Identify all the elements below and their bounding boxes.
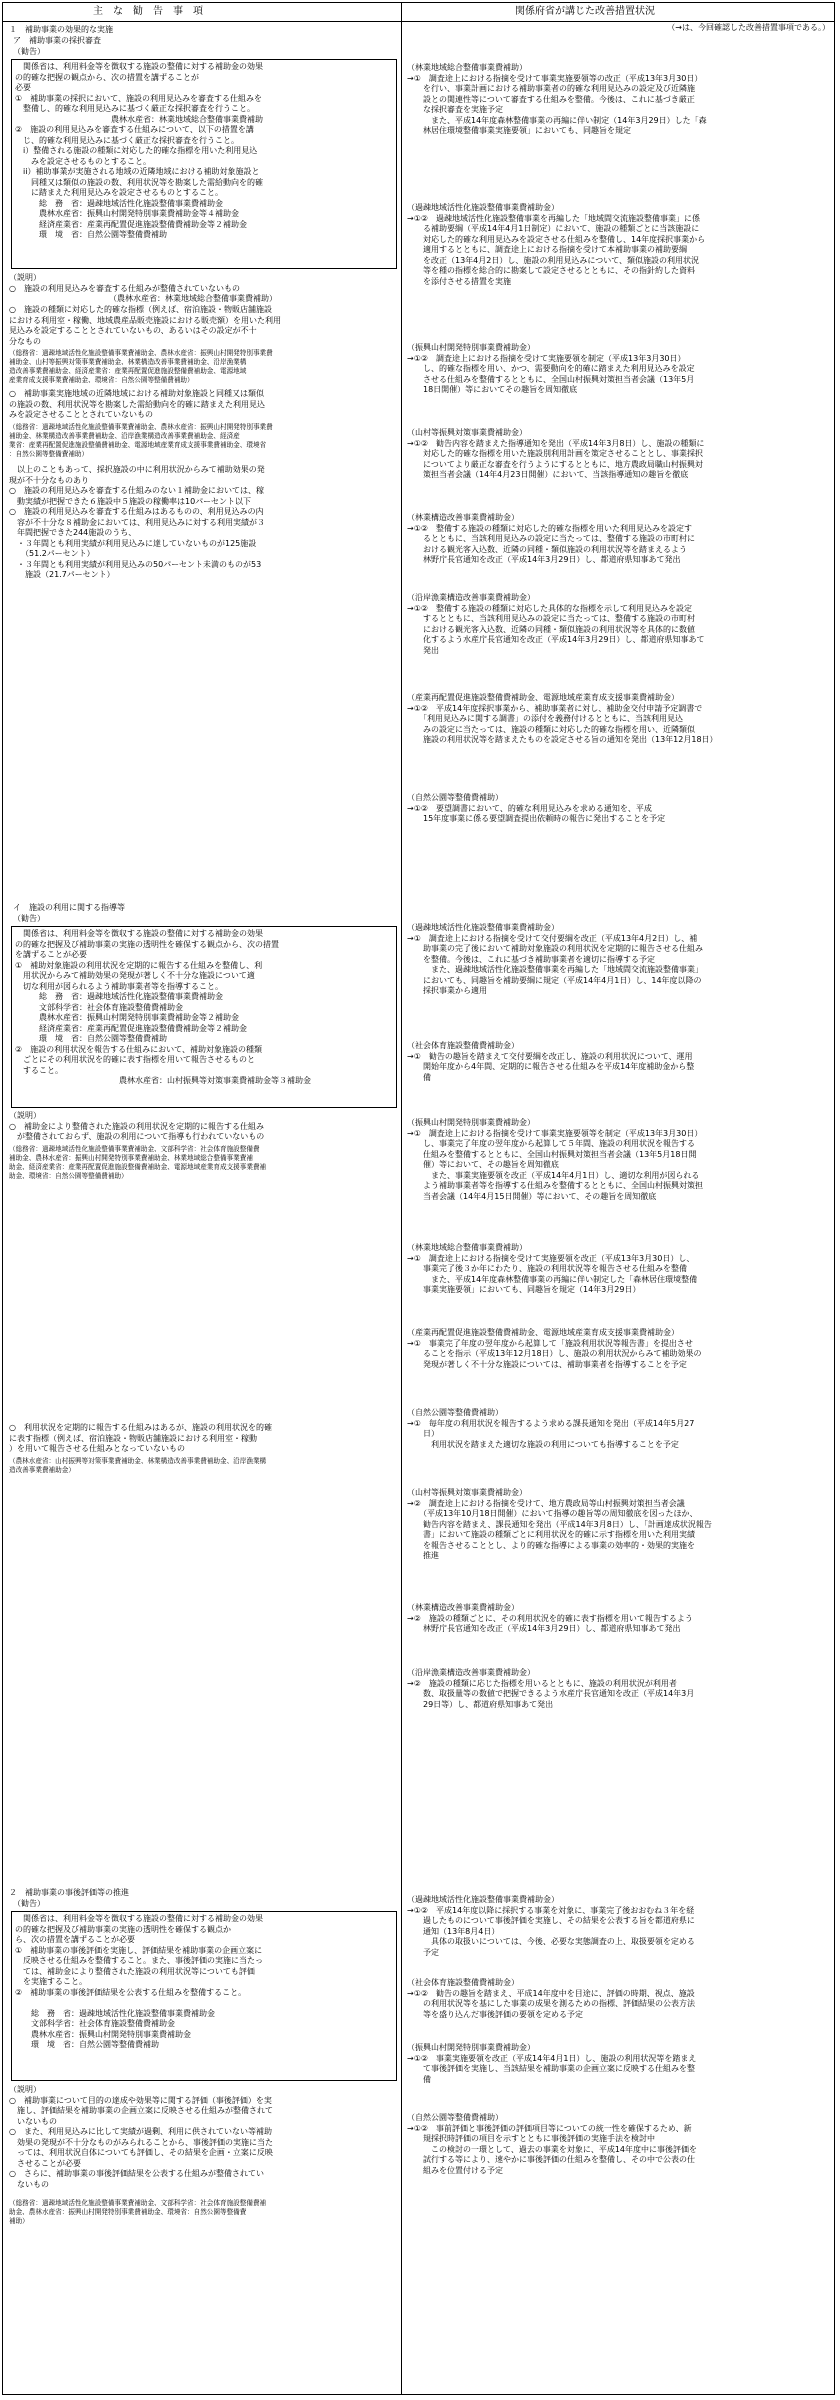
section-1-title: １ 補助事業の効果的な実施 xyxy=(9,25,113,34)
measure-r20: （振興山村開発特別事業費補助金） →①② 事業実施要領を改正（平成14年4月1日）し、施設の利用状況等を踏まえ て事後評価を実施し、当該結果を補助事業の企画立案に反映する仕組みを整 備 xyxy=(407,2043,697,2084)
recommendation-label-2: （勧告） xyxy=(13,914,45,923)
recommendation-label-1: （勧告） xyxy=(13,47,45,56)
measure-r18: （過疎地域活性化施設整備事業費補助金） →①② 平成14年度以降に採択する事業を対象に、事業完了後おおむね３年を経 過したものについて事後評価を実施し、その結果を公表する旨を都道府県に 通知（13年8月4日） 具体の取扱いについては、今後、必要な実態調査の上、取扱要領を定める 予定 xyxy=(407,1895,695,1957)
measure-r2: （過疎地域活性化施設整備事業費補助金） →①② 過疎地域活性化施設整備事業を再編した「地域間交流施設整備事業」に係 る補助要綱（平成14年4月1日制定）において、施設の種類ごとに当該施設に 対応した的確な利用見込みを設定させる仕組みを整備し、14年度採択事業から 適用するとともに、調査途上における指摘を受けて本補助事業の補助要綱 を改正（13年4月2日）し、施設の利用見込みについて、類似施設の利用状況 等を種の指標を総合的に勘案して設定させるとともに、その指針約した資料 を添付させる措置を実施 xyxy=(407,203,706,286)
measure-r7: （産業再配置促進施設整備費補助金、電源地域産業育成支援事業費補助金） →①② 平成14年度採択事業から、補助事業者に対し、補助金交付申請予定調書で 「利用見込みに関する調書」の添付を義務付けるとともに、当該利用見込 みの設定に当たっては、施設の種類に対応した的確な指標を用い、近隣類似 施設の利用状況等を踏まえたものを設定させる旨の通知を発出（13年12月18日） xyxy=(407,693,718,744)
finding-4: ○ 利用状況を定期的に報告する仕組みはあるが、施設の利用状況を的確 に表す指標（例えば、宿泊施設・物販店舗施設における利用室・稼動 ）を用いて報告させる仕組みとなっていないもの xyxy=(9,1423,272,1453)
finding-2: ○ 補助事業実施地域の近隣地域における補助対象施設と同種又は類似 の施設の数、利用状況等を勘案した需給動向を的確に踏まえた利用見込 みを設定させることとされていないもの xyxy=(9,389,265,419)
explanation-2-subsidies: （総務省：過疎地域活性化施設整備事業費補助金、文部科学省：社会体育施設整備費 補助金、農林水産省：振興山村開発特別事業費補助金、林業地域総合整備事業費補 助金、経済産業省：産業再配置促進施設整備費補助金、電源地域産業育成支援事業費補 助金、環境省：自然公園等整備費補助） xyxy=(9,1145,267,1180)
measure-r11: （振興山村開発特別事業費補助金） →① 調査途上における指摘を受けて事業実施要領等を制定（平成13年3月30日） し、事業完了年度の翌年度から起算して５年間、施設の利用状況を報告する 仕組みを整備するとともに、全国山村振興対策担当者会議（13年5月18日開 催）等において、その趣旨を周知徹底 また、事業実施要領を改正（平成14年4月1日）し、適切な利用が図られる よう補助事業者等を指導する仕組みを整備するとともに、全国山村振興対策担 当者会議（14年4月15日開催）等において、その趣旨を周知徹底 xyxy=(407,1118,703,1201)
table-frame xyxy=(2,2,835,2395)
measure-r8: （自然公園等整備費補助） →①② 要望調書において、的確な利用見込みを求める通知を、平成 15年度事業に係る要望調査提出依頼時の報告に発出することを予定 xyxy=(407,793,666,823)
explanation-2: （説明） ○ 補助金により整備された施設の利用状況を定期的に報告する仕組み が整備されておらず、施設の利用について指導も行われていないもの xyxy=(9,1111,265,1141)
measure-r6: （沿岸漁業構造改善事業費補助金） →①② 整備する施設の種類に対応した具体的な指標を示して利用見込みを設定 するとともに、当該利用見込みの設定に当たっては、整備する施設の市町村 における観光客入込数、近隣の同種・類似施設の利用状況等を具体的に数値 化するよう水産庁長官通知を改正（平成14年3月29日）し、都道府県知事あて 発出 xyxy=(407,593,705,655)
measure-r10: （社会体育施設整備費補助金） →① 勧告の趣旨を踏まえて交付要綱を改正し、施設の利用状況について、運用 開始年度から4年間、定期的に報告させる仕組みを平成14年度補助金から整 備 xyxy=(407,1041,695,1082)
measure-r5: （林業構造改善事業費補助金） →①② 整備する施設の種類に対応した的確な指標を用いた利用見込みを設定す るとともに、当該利用見込みの設定に当たっては、整備する施設の市町村に おける観光客入込数、近隣の同種・類似施設の利用状況等を踏まえるよう 林野庁長官通知を改正（平成14年3月29日）し、都道府県知事あて発出 xyxy=(407,513,695,564)
measure-r16: （林業構造改善事業費補助金） →② 施設の種類ごとに、その利用状況を的確に表す指標を用いて報告するよう 林野庁長官通知を改正（平成14年3月29日）し、都道府県知事あて発出 xyxy=(407,1603,693,1633)
recommendation-label-3: （勧告） xyxy=(13,1899,45,1908)
measure-r9: （過疎地域活性化施設整備事業費補助金） →① 調査途上における指摘を受けて交付要綱を改正（平成13年4月2日）し、補 助事業の完了後において補助対象施設の利用状況を定期的に報告させる仕組み を整備。今後は、これに基づき補助事業者を適切に指導する予定 また、過疎地域活性化施設整備事業を再編した「地域間交流施設整備事業」 においても、同趣旨を補助要綱に規定（平成14年4月1日）し、14年度以降の 採択事業から適用 xyxy=(407,923,703,995)
measure-r4: （山村等振興対策事業費補助金） →①② 勧告内容を踏まえた指導通知を発出（平成14年3月8日）し、施設の種類に 対応した的確な指標を用いた施設別利用計画を策定させることとし、事業採択 についてより厳正な審査を行うようにするとともに、地方農政局職山村振興対 策担当者会議（14年4月23日開催）において、当該指導通知の趣旨を徹底 xyxy=(407,428,705,479)
finding-2-subsidies: （総務省：過疎地域活性化施設整備事業費補助金、農林水産省：振興山村開発特別事業費 補助金、林業構造改善事業費補助金、沿岸漁業構造改善事業費補助金、経済産 業省：産業再配置促進施設整備費補助金、電源地域産業育成支援事業費補助金、環境省 ：自然公園等整備費補助） xyxy=(9,423,273,458)
table-header xyxy=(3,3,834,22)
section-2-title: ２ 補助事業の事後評価等の推進 xyxy=(9,1888,129,1897)
explanation-1: （説明） ○ 施設の利用見込みを審査する仕組みが整備されていないもの （農林水産省：林業地域総合整備事業費補助） xyxy=(9,273,277,303)
section-a-title: ア 補助事業の採択審査 xyxy=(13,36,101,45)
recommendation-box-3: 関係省は、利用料金等を徴収する施設の整備に対する補助金の効果 の的確な把握及び補助事業の実施の透明性を確保する観点か ら、次の措置を講ずることが必要 ① 補助事業の事後評価を実施し、評価結果を補助事業の企画立案に 反映させる仕組みを整備すること。また、事後評価の実施に当たっ ては、補助金により整備された施設の利用状況等についても評価 を実施すること。 ② 補助事業の事後評価結果を公表する仕組みを整備すること。 総 務 省：過疎地域活性化施設整備事業費補助金 文部科学省：社会体育施設整備費補助金 農林水産省：振興山村開発特別事業費補助金 環 境 省：自然公園等整備費補助 xyxy=(11,1911,397,2081)
explanation-3-subsidies: （総務省：過疎地域活性化施設整備事業費補助金、文部科学省：社会体育施設整備費補 助金、農林水産省：振興山村開発特別事業費補助金、環境省：自然公園等整備費 補助） xyxy=(9,2199,267,2225)
measure-r13: （産業再配置促進施設整備費補助金、電源地域産業育成支援事業費補助金） →① 事業完了年度の翌年度から起算して「施設利用状況等報告書」を提出させ ることを指示（平成13年12月18日）し、施設の利用状況からみて補助効果の 発現が著しく不十分な施設については、補助事業者を指導することを予定 xyxy=(407,1328,702,1369)
finding-1-subsidies: （総務省：過疎地域活性化施設整備事業費補助金、農林水産省：振興山村開発特別事業費 補助金、山村等振興対策事業費補助金、林業構造改善事業費補助金、沿岸漁業構 造改善事業費補助金、経済産業省：産業再配置促進施設整備費補助金、電源地域 産業育成支援事業費補助金、環境省：自然公園等整備費補助） xyxy=(9,349,273,384)
explanation-3: （説明） ○ 補助事業について目的の達成や効果等に関する評価（事後評価）を実 施し、評価結果を補助事業の企画立案に反映させる仕組みが整備されて いないもの ○ また、利用見込みに比して実績が過剰、利用に供されていない等補助 効果の発現が不十分なものがみられることから、事後評価の実施に当た っては、利用状況自体についても評価し、その結果を企画・立案に反映 させることが必要 ○ さらに、補助事業の事後評価結果を公表する仕組みが整備されてい ないもの xyxy=(9,2085,273,2189)
measure-r21: （自然公園等整備費補助） →①② 事前評価と事後評価の評価項目等についての統一性を確保するため、新 規採択時評価の項目を示すとともに事後評価の実施手法を検討中 この検討の一環として、過去の事業を対象に、平成14年度中に事後評価を 試行する等により、速やかに事後評価の仕組みを整備し、その中で公表の仕 組みを位置付ける予定 xyxy=(407,2113,698,2175)
measure-r17: （沿岸漁業構造改善事業費補助金） →② 施設の種類に応じた指標を用いるとともに、施設の利用状況が利用者 数、取扱量等の数値で把握できるよう水産庁長官通知を改正（平成14年3月 29日等）し、都道府県知事あて発出 xyxy=(407,1668,695,1709)
header-left: 主 な 勧 告 事 項 xyxy=(93,6,203,17)
finding-4-subsidies: （農林水産省：山村振興等対策事業費補助金、林業構造改善事業費補助金、沿岸漁業構 造改善事業費補助金） xyxy=(9,1457,267,1474)
section-b-title: イ 施設の利用に関する指導等 xyxy=(13,903,125,912)
legend-note: （→は、今回確認した改善措置事項である。） xyxy=(667,23,830,32)
recommendation-box-1: 関係省は、利用料金等を徴収する施設の整備に対する補助金の効果 の的確な把握の観点から、次の措置を講ずることが 必要 ① 補助事業の採択において、施設の利用見込みを審査する仕組みを 整備し、的確な利用見込みに基づく厳正な採択審査を行うこと。 農林水産省：林業地域総合整備事業費補助 ② 施設の利用見込みを審査する仕組みについて、以下の措置を講 じ、的確な利用見込みに基づく厳正な採択審査を行うこと。 i）整備される施設の種類に対応した的確な指標を用いた利用見込 みを設定させるものとすること。 ii）補助事業が実施される地域の近隣地域における補助対象施設と 同種又は類似の施設の数、利用状況等を勘案した需給動向を的確 に踏まえた利用見込みを設定させるものとすること。 総 務 省：過疎地域活性化施設整備事業費補助金 農林水産省：振興山村開発特別事業費補助金等４補助金 経済産業省：産業再配置促進施設整備費補助金等２補助金 環 境 省：自然公園等整備費補助 xyxy=(11,59,397,269)
measure-r1: （林業地域総合整備事業費補助） →① 調査途上における指摘を受けて事業実施要領等の改正（平成13年3月30日） を行い、事業計画における補助事業者の的確な利用見込みの設定及び近隣施 設との関連性等について審査する仕組みを整備。今後は、これに基づき厳正 な採択審査を実施予定 また、平成14年度森林整備事業の再編に伴い制定（14年3月29日）した「森 林居住環境整備事業実施要領」においても、同趣旨を規定 xyxy=(407,63,707,135)
measure-r12: （林業地域総合整備事業費補助） →① 調査途上における指摘を受けて実施要領を改正（平成13年3月30日）し、 事業完了後３か年にわたり、施設の利用状況等を報告させる仕組みを整備 また、平成14年度森林整備事業の再編に伴い制定した「森林居住環境整備 事業実施要領」においても、同趣旨を規定（14年3月29日） xyxy=(407,1243,698,1294)
recommendation-box-2: 関係省は、利用料金等を徴収する施設の整備に対する補助金の効果 の的確な把握及び補助事業の実施の透明性を確保する観点から、次の措置 を講ずることが必要 ① 補助対象施設の利用状況を定期的に報告する仕組みを整備し、利 用状況からみて補助効果の発現が著しく不十分な施設について適 切な利用が図られるよう補助事業者等を指導すること。 総 務 省：過疎地域活性化施設整備事業費補助金 文部科学省：社会体育施設整備費補助金 農林水産省：振興山村開発特別事業費補助金等２補助金 経済産業省：産業再配置促進施設整備費補助金等２補助金 環 境 省：自然公園等整備費補助 ② 施設の利用状況を報告する仕組みにおいて、補助対象施設の種類 ごとにその利用状況を的確に表す指標を用いて報告させるものと すること。 農林水産省：山村振興等対策事業費補助金等３補助金 xyxy=(11,926,397,1108)
measure-r3: （振興山村開発特別事業費補助金） →①② 調査途上における指摘を受けて実施要領を制定（平成13年3月30日） し、的確な指標を用い、かつ、需要動向を的確に踏まえた利用見込みを設定 させる仕組みを整備するとともに、全国山村振興対策担当者会議（13年5月 18日開催）等においてその趣旨を周知徹底 xyxy=(407,343,695,394)
measure-r14: （自然公園等整備費補助） →① 毎年度の利用状況を報告するよう求める課長通知を発出（平成14年5月27 日） 利用状況を踏まえた適切な施設の利用についても指導することを予定 xyxy=(407,1408,695,1449)
measure-r19: （社会体育施設整備費補助金） →①② 勧告の趣旨を踏まえ、平成14年度中を目途に、評価の時期、視点、施設 の利用状況等を基にした事業の成果を測るための指標、評価結果の公表方法 等を盛り込んだ事後評価の要領を定める予定 xyxy=(407,1978,695,2019)
measure-r15: （山村等振興対策事業費補助金） →② 調査途上における指摘を受けて、地方農政局等山村振興対策担当者会議 （平成13年10月18日開催）において指導の趣旨等の周知徹底を図ったほか、 勧告内容を踏まえ、課長通知を発出（平成14年3月8日）し、「計画達成状況報告 書」において施設の種類ごとに利用状況を的確に示す指標を用いた利用実績 を報告させることとし、より的確な指導による事業の効率的・効果的実施を 推進 xyxy=(407,1488,712,1560)
finding-3: 以上のこともあって、採択施設の中に利用状況からみて補助効果の発 現が不十分なものあり ○ 施設の利用見込みを審査する仕組みのない１補助金においては、稼 動実績が把握できた６施設中５施設の稼働率は10パーセント以下 ○ 施設の利用見込みを審査する仕組みはあるものの、利用見込みの内 容が不十分な８補助金においては、利用見込みに対する利用実績が３ 年間把握できた244施設のうち、 ・３年間とも利用実績が利用見込みに達していないものが125施設 （51.2パーセント） ・３年間とも利用実績が利用見込みの50パーセント未満のものが53 施設（21.7パーセント） xyxy=(9,465,265,579)
header-right: 関係府省が講じた改善措置状況 xyxy=(515,6,655,17)
finding-1: ○ 施設の種類に対応した的確な指標（例えば、宿泊施設・物販店舗施設 における利用室・稼働、地域農産品販売施設における販売額）を用いた利用 見込みを設定することとされていないもの、あるいはその設定が不十 分なもの xyxy=(9,305,281,346)
column-divider xyxy=(401,3,402,2394)
